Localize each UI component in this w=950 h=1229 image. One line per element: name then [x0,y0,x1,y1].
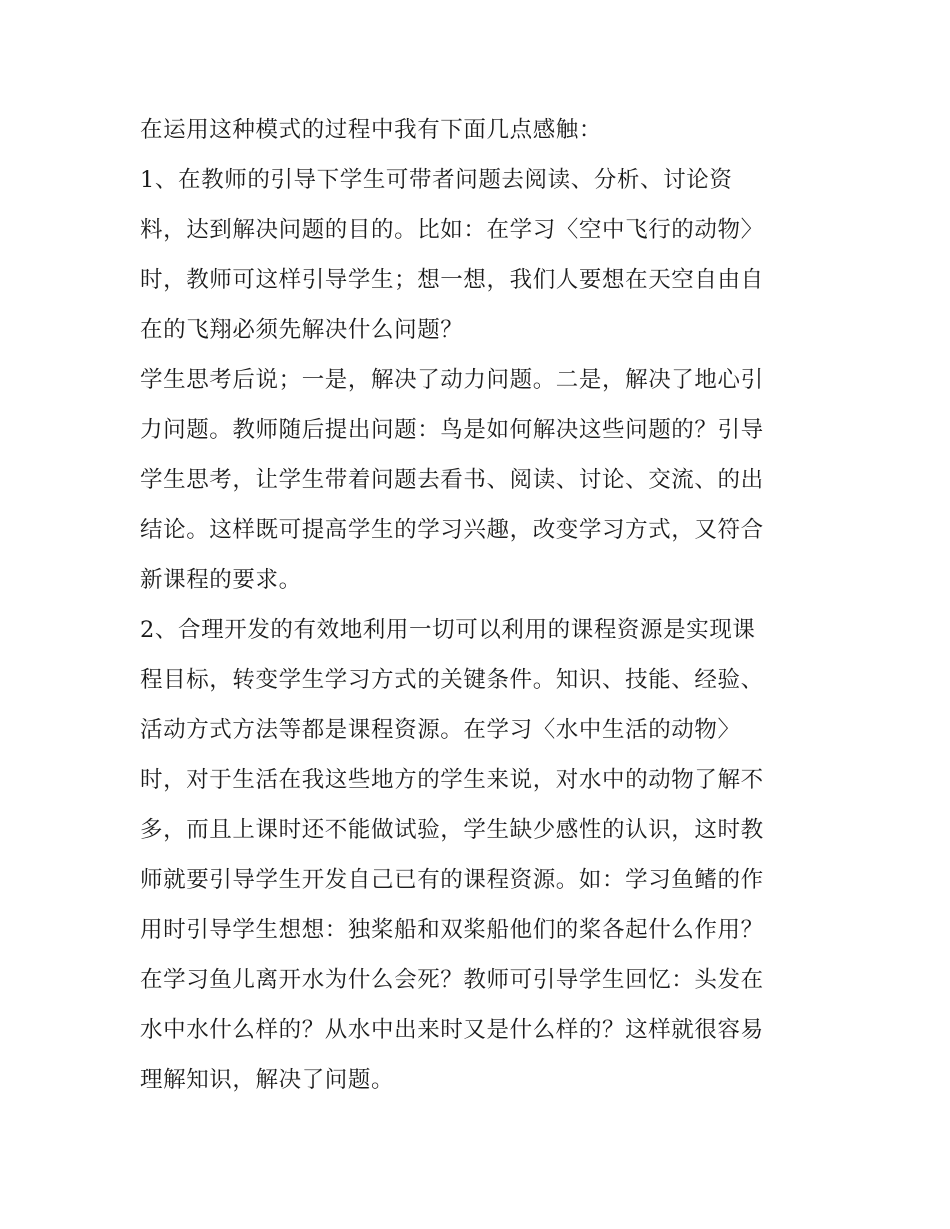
text-line: 理解知识，解决了问题。 [140,1067,395,1093]
text-line: 结论。这样既可提高学生的学习兴趣，改变学习方式，又符合 [140,517,764,543]
text-line: 新课程的要求。 [140,567,302,593]
text-line: 料，达到解决问题的目的。比如：在学习〈空中飞行的动物〉 [140,217,764,243]
text-line: 水中水什么样的？从水中出来时又是什么样的？这样就很容易 [140,1017,764,1043]
text-line: 师就要引导学生开发自己已有的课程资源。如：学习鱼鳍的作 [140,867,764,893]
text-line: 学生思考后说；一是，解决了动力问题。二是，解决了地心引 [140,367,764,393]
text-line: 时，对于生活在我这些地方的学生来说，对水中的动物了解不 [140,767,764,793]
text-line: 活动方式方法等都是课程资源。在学习〈水中生活的动物〉 [140,717,741,743]
text-line: 多，而且上课时还不能做试验，学生缺少感性的认识，这时教 [140,817,764,843]
text-line: 学生思考，让学生带着问题去看书、阅读、讨论、交流、的出 [140,467,764,493]
text-line: 在的飞翔必须先解决什么问题？ [140,317,464,343]
text-line: 1、在教师的引导下学生可带者问题去阅读、分析、讨论资 [140,167,733,193]
text-line: 2、合理开发的有效地利用一切可以利用的课程资源是实现课 [140,617,756,643]
text-line: 程目标，转变学生学习方式的关键条件。知识、技能、经验、 [140,667,764,693]
text-line: 时，教师可这样引导学生；想一想，我们人要想在天空自由自 [140,267,764,293]
text-line: 力问题。教师随后提出问题：鸟是如何解决这些问题的？引导 [140,417,764,443]
text-line: 用时引导学生想想：独桨船和双桨船他们的桨各起什么作用？ [140,917,764,943]
text-line: 在运用这种模式的过程中我有下面几点感触： [140,117,603,143]
text-line: 在学习鱼儿离开水为什么会死？教师可引导学生回忆：头发在 [140,967,764,993]
